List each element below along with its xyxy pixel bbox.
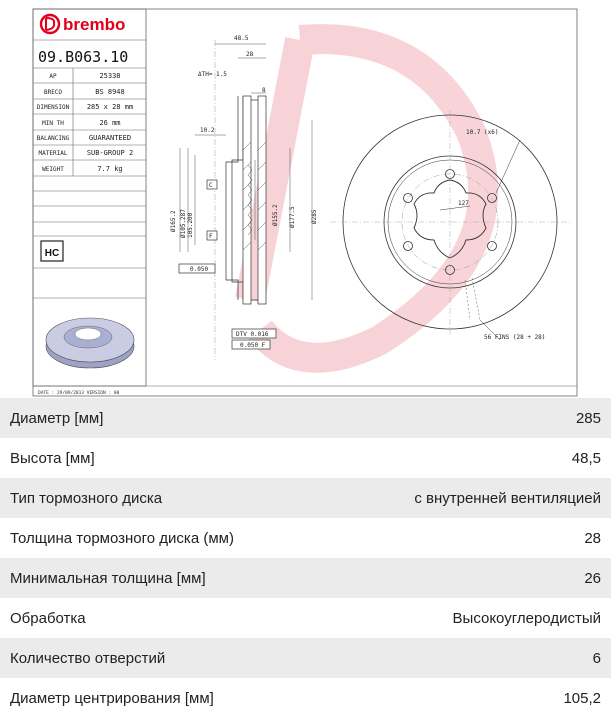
spec-label: Диаметр центрирования [мм] [10, 689, 214, 707]
dim-8: 8 [262, 87, 266, 94]
dim-165-2: Ø165.2 [170, 210, 177, 232]
dim-177-5: Ø177.5 [289, 206, 296, 228]
spec-row-treatment [0, 598, 611, 638]
info-label-weight: WEIGHT [42, 166, 64, 173]
info-value-dimension: 285 x 28 mm [86, 103, 134, 111]
dim-285: Ø285 [311, 209, 318, 224]
info-label-min-th: MIN TH [42, 120, 64, 127]
dim-fins: 56 FINS (28 + 28) [484, 334, 546, 341]
info-label-dimension: DIMENSION [36, 104, 70, 111]
hc-badge [41, 241, 63, 261]
spec-label: Диаметр [мм] [10, 409, 104, 427]
dim-28: 28 [246, 51, 254, 58]
part-number: 09.B063.10 [38, 48, 129, 66]
spec-label: Высота [мм] [10, 449, 95, 467]
spec-value: 28 [584, 529, 601, 547]
dtv-tolerance: DTV 0.016 [236, 331, 269, 338]
spec-value: 105,2 [563, 689, 601, 707]
spec-value: 6 [592, 649, 601, 667]
spec-row-holes [0, 638, 611, 678]
dim-155-2: Ø155.2 [272, 204, 279, 226]
info-value-ap: 25338 [99, 72, 121, 80]
datum-c: C [209, 182, 213, 189]
spec-value: 285 [575, 409, 601, 427]
info-label-ap: AP [49, 73, 57, 80]
dim-holes: 10.7 (x6) [466, 129, 499, 136]
info-value-material: SUB-GROUP 2 [86, 149, 134, 157]
dim-th: ΔTH= 1.5 [198, 71, 227, 78]
info-value-breco: BS 8948 [95, 88, 125, 96]
spec-value: Высокоуглеродистый [452, 609, 601, 627]
dim-10-2: 10.2 [200, 127, 215, 134]
info-label-balancing: BALANCING [36, 135, 70, 142]
dim-127: 127 [458, 200, 469, 207]
spec-row-height [0, 438, 611, 478]
spec-row-centering-diameter [0, 678, 611, 718]
info-value-min-th: 26 mm [99, 119, 121, 127]
spec-label: Количество отверстий [10, 649, 166, 667]
disc-thumbnail [46, 318, 134, 368]
spec-value: 26 [584, 569, 601, 587]
hc-badge-text: HC [44, 248, 60, 259]
info-label-material: MATERIAL [38, 150, 68, 157]
info-value-weight: 7.7 kg [97, 165, 123, 173]
info-value-balancing: GUARANTEED [88, 134, 132, 142]
runout-tolerance: 0.050 F [240, 342, 266, 349]
brembo-logo [41, 15, 125, 34]
spec-label: Обработка [10, 609, 86, 627]
brand-name: brembo [63, 15, 126, 34]
spec-label: Тип тормозного диска [10, 489, 163, 507]
dim-105-287: Ø105.287 [180, 209, 187, 238]
spec-label: Толщина тормозного диска (мм) [10, 529, 234, 547]
spec-row-disc-type [0, 478, 611, 518]
date-version: DATE : 29/09/2013 VERSION : 00 [38, 391, 120, 396]
flatness-tolerance: 0.050 [190, 266, 209, 273]
datum-f: F [209, 233, 213, 240]
specs-table [0, 398, 611, 718]
spec-row-thickness [0, 518, 611, 558]
spec-value: 48,5 [571, 449, 601, 467]
info-label-breco: BRECO [43, 89, 63, 96]
brembo-watermark [250, 39, 483, 358]
spec-row-min-thickness [0, 558, 611, 598]
spec-row-diameter [0, 398, 611, 438]
front-view [330, 110, 570, 340]
dim-48-5: 48.5 [234, 35, 249, 42]
dim-105-200: 105.200 [187, 212, 194, 238]
spec-value: с внутренней вентиляцией [414, 489, 601, 507]
spec-label: Минимальная толщина [мм] [10, 569, 206, 587]
